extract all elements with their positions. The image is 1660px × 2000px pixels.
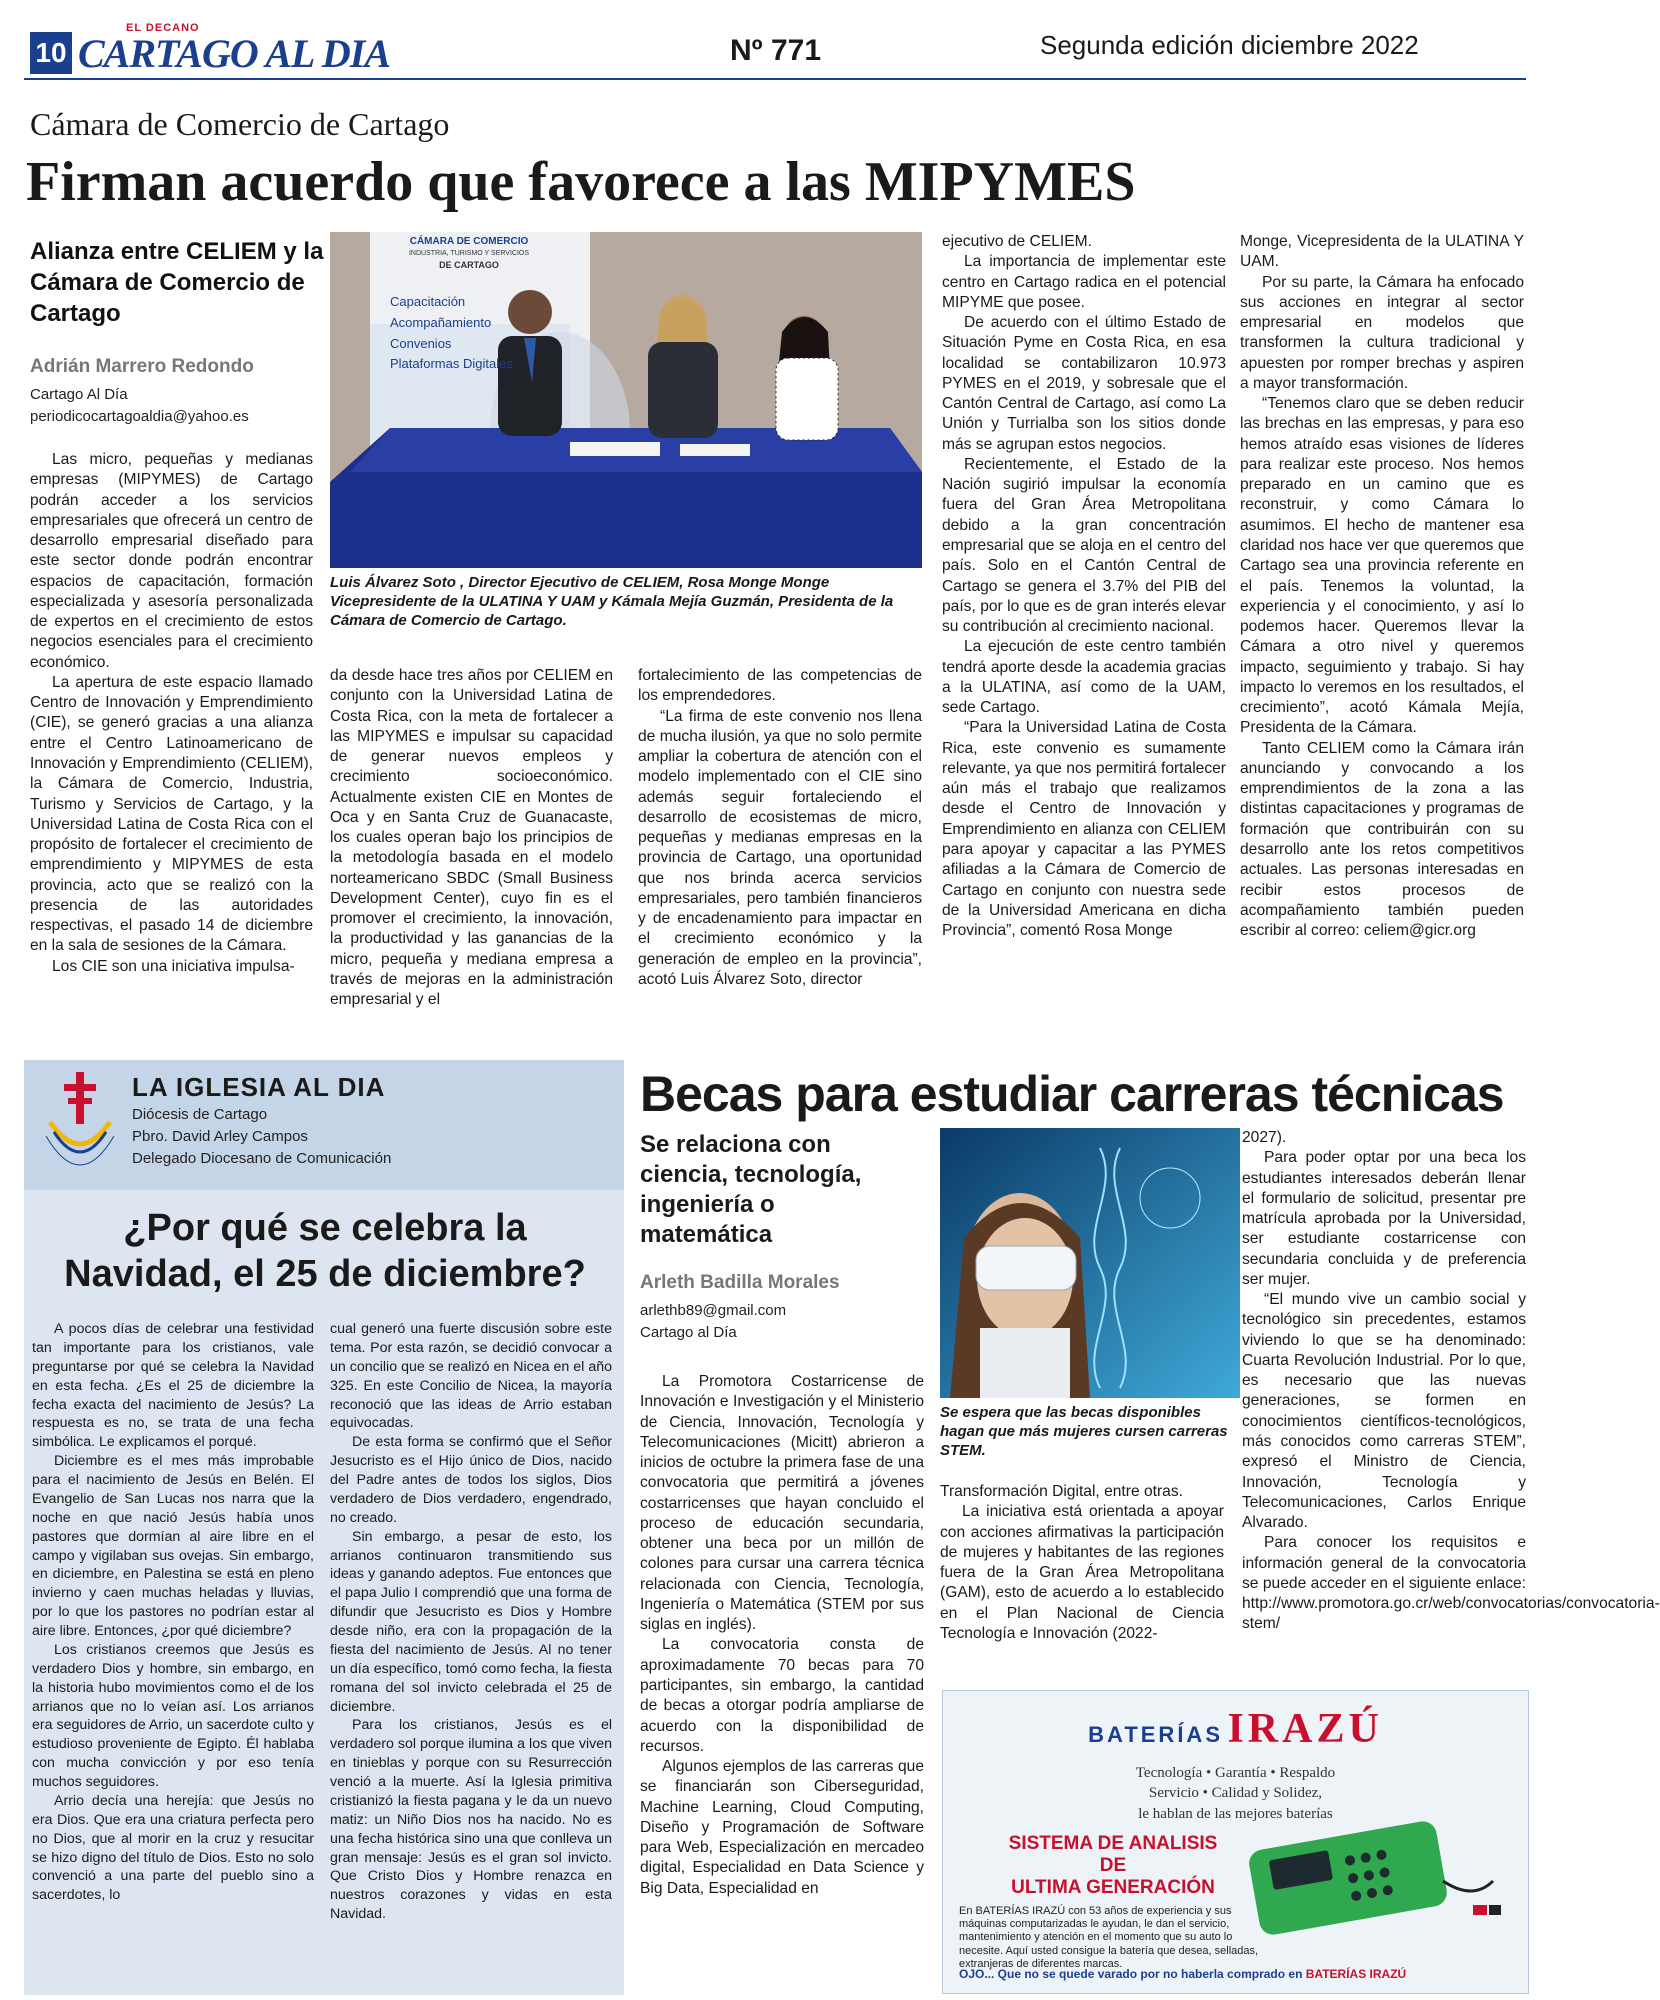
church-section-title: LA IGLESIA AL DIA (132, 1072, 386, 1102)
vr-photo (940, 1128, 1240, 1398)
article-col-4: ejecutivo de CELIEM. La importancia de implementar este centro en Cartago radica en el potencial MIPYME que posee. De acuerdo con el último Estado de Situación Pyme en Costa Rica, en esa localidad se contabilizaron 10.973 PYMES en el 2019, y sobresale que el Cantón Central de Cartago, así como La Unión y Turrialba son los sitios donde más se agrupan estos negocios. Recientemente, el Estado de la Nación sugirió impulsar la economía fuera del Gran Área Metropolitana debido a la gran concentración empresarial que se aloja en el centro del país. Solo en el Cantón Central de Cartago se genera el 3.7% del PIB del país, por lo que es de gran interés elevar su contribución al crecimiento nacional. La ejecución de este centro también tendrá aporte desde la academia gracias a la ULATINA, así como de la UAM, sede Cartago. “Para la Universidad Latina de Costa Rica, este convenio es sumamente relevante, ya que nos permitirá fortalecer aún más el trabajo que realizamos desde el Centro de Innovación y Emprendimiento en alianza con CELIEM para apoyar y capacitar a las PYMES afiliadas a la Cámara de Comercio de Cartago en conjunto con nuestra sede de la Universidad Americana en dicha Provincia”, comentó Rosa Monge (942, 233, 1226, 940)
banner-place: DE CARTAGO (439, 260, 499, 270)
logo-tagline: EL DECANO (126, 22, 200, 34)
page-number: 10 (30, 32, 72, 74)
church-headline: ¿Por qué se celebra la Navidad, el 25 de diciembre? (64, 1207, 586, 1295)
article-col-5: Monge, Vicepresidenta de la ULATINA Y UAM. Por su parte, la Cámara ha enfocado sus acciones en integrar al sector empresarial en modelos que transformen la cultura tradicional y apuesten por romper brechas y aspiren a mayor transformación. “Tenemos claro que se deben reducir las brechas en las empresas, y para eso hemos atraído esas visiones de líderes para realizar este proceso. Nos hemos preparado en un camino que es reconstruir, y como Cámara lo asumimos. El hecho de mantener esa claridad nos hace ver que queremos que Cartago sea una provincia referente en el país. Tenemos la voluntad, la experiencia y el conocimiento, y así lo podemos hacer. Queremos llevar la Cámara a otro nivel y queremos impacto, seguimiento y trabajo. Si hay impacto lo veremos en los resultados, el crecimiento”, acotó Kámala Mejía, Presidenta de la Cámara. Tanto CELIEM como la Cámara irán anunciando y convocando a los emprendimientos de la zona a las distintas capacitaciones y programas de formación que contribuirán con su desarrollo ante los retos competitivos actuales. Las personas interesadas en recibir estos procesos de acompañamiento también pueden escribir al correo: celiem@gicr.org (1240, 233, 1524, 940)
ad-brand: BATERÍAS IRAZÚ (1088, 1706, 1383, 1752)
becas-author: Arleth Badilla Morales (640, 1272, 840, 1293)
vr-photo-caption: Se espera que las becas disponibles hagan que más mujeres cursen carreras STEM. (940, 1404, 1228, 1459)
diocese-seal (40, 1066, 120, 1182)
battery-analyzer-image (1243, 1821, 1503, 1931)
article-col-3: fortalecimiento de las competencias de los emprendedores. “La firma de este convenio nos llena de mucha ilusión, ya que no solo permite ampliar la cobertura de atención con el modelo implementado con el CIE sino además seguir fortaleciendo el desarrollo de ecosistemas de micro, pequeñas y medianas empresas en la provincia de Cartago, una oportunidad que nos brinda acerca servicios empresariales, pero también financieros y de encadenamiento para impactar en el crecimiento económico y la generación de empleo en la provincia”, acotó Luis Álvarez Soto, director (638, 667, 922, 988)
article-headline: Firman acuerdo que favorece a las MIPYMES (26, 151, 1136, 213)
becas-headline: Becas para estudiar carreras técnicas (640, 1066, 1504, 1122)
church-col-1: A pocos días de celebrar una festividad tan importante para los cristianos, vale preguntarse por qué se celebra la Navidad en esta fecha. ¿Es el 25 de diciembre la fecha exacta del nacimiento de Jesús? La respuesta es no, se trata de una fecha simbólica. Le explicamos el porqué. Diciembre es el mes más improbable para el nacimiento de Jesús en Belén. El Evangelio de San Lucas nos narra que la noche en que nació Jesús había unos pastores que dormían al aire libre en el campo y vigilaban sus ovejas. Sin embargo, en diciembre, en Palestina se está en pleno invierno y caen muchas heladas y lluvias, por lo que los pastores no podrían estar al aire libre. Entonces, ¿por qué diciembre? Los cristianos creemos que Jesús es verdadero Dios y hombre, sin embargo, en la historia hubo movimientos como el de los arrianos que no lo veían así. Los arrianos era seguidores de Arrio, un sacerdote culto y estudioso proveniente de Egipto. Él hablaba con mucha convicción y por eso tenía muchos seguidores. Arrio decía una herejía: que Jesús no era Dios. Que era una criatura perfecta pero no Dios, que al morir en la cruz y resucitar se hizo digno del título de Dios. Esto no solo convenció a una parte del pueblo sino a sacerdotes, lo (32, 1321, 314, 1904)
baterias-irazu-ad[interactable] (942, 1690, 1529, 1994)
becas-col-3: 2027). Para poder optar por una beca los estudiantes interesados deberán llenar el formulario de solicitud, presentar pre matrícula aprobada por la Universidad, ser estudiante costarricense con secundaria concluida y de preferencia ser mujer. “El mundo vive un cambio social y tecnológico sin precedentes, estamos viviendo lo que se ha denominado: Cuarta Revolución Industrial. Por lo que, es necesario que las nuevas generaciones, se formen en conocimientos científicos-tecnológicos, más conocidos como carreras STEM”, expresó el Ministro de Ciencia, Innovación, Tecnología y Telecomunicaciones, Carlos Enrique Alvarado. Para conocer los requisitos e información general de la convocatoria se puede acceder en el siguiente enlace: http://www.promotora.go.cr/web/convocatorias/convocatoria-stem/ (1242, 1129, 1660, 1633)
church-col-2: cual generó una fuerte discusión sobre este tema. Por esta razón, se decidió convocar a un concilio que se realizó en Nicea en el año 325. En este Concilio de Nicea, la mayoría reconoció que las ideas de Arrio estaban equivocadas. De esta forma se confirmó que el Señor Jesucristo es el Hijo único de Dios, nacido del Padre antes de todos los siglos, Dios verdadero de Dios verdadero, engendrado, no creado. Sin embargo, a pesar de esto, los arrianos continuaron transmitiendo sus ideas y ganando adeptos. Fue entonces que el papa Julio I comprendió que una forma de difundir que Jesucristo es Dios y Hombre desde niño, era con la propagación de la fiesta del nacimiento de Jesús. Al no tener un día específico, tomó como fecha, la fiesta romana del sol invicto celebrada el 25 de diciembre. Para los cristianos, Jesús es el verdadero sol porque ilumina a los que viven en tinieblas y porque con su Resurrección venció a la muerte. Así la Iglesia primitiva cristianizó la fiesta pagana y le da un nuevo matiz: un Niño Dios nos ha nacido. No es una fecha histórica sino una que conlleva un gran mensaje: Jesús es el gran sol invicto. Que Cristo Dios y Hombre renazca en nuestros corazones y vidas en esta Navidad. (330, 1321, 612, 1923)
article-outlet: Cartago Al Día (30, 386, 128, 403)
ad-taglines: Tecnología • Garantía • Respaldo Servicio • Calidad y Solidez, le hablan de las mejores baterías (1135, 1765, 1336, 1822)
article-email: periodicocartagoaldia@yahoo.es (30, 408, 249, 425)
church-diocese: Diócesis de Cartago (132, 1106, 268, 1123)
becas-email: arlethb89@gmail.com (640, 1302, 787, 1319)
becas-col-2: Transformación Digital, entre otras. La iniciativa está orientada a apoyar con acciones afirmativas la participación de mujeres y habitantes de las regiones fuera de la Gran Área Metropolitana (GAM), esto de acuerdo a lo establecido en el Plan Nacional de Ciencia Tecnología e Innovación (2022- (940, 1483, 1224, 1642)
newspaper-logo (74, 22, 390, 78)
article-col-2: da desde hace tres años por CELIEM en conjunto con la Universidad Latina de Costa Rica, con la meta de fortalecer a las MIPYMES e impulsar su capacidad de generar nuevos empleos y crecimiento socioeconómico. Actualmente existen CIE en Montes de Oca y en Santa Cruz de Guanacaste, los cuales operan bajo los principios de la metodología basada en el modelo norteamericano SBDC (Small Business Development Center), cuyo fin es el promover el crecimiento, la innovación, la productividad y las ganancias de la micro, pequeña y mediana empresa a través de mejoras en la administración empresarial y el (330, 667, 613, 1009)
edition-date: Segunda edición diciembre 2022 (1040, 30, 1419, 60)
church-priest: Pbro. David Arley Campos (132, 1128, 308, 1145)
article-subhead: Alianza entre CELIEM y la Cámara de Comercio de Cartago (30, 238, 324, 328)
church-role: Delegado Diocesano de Comunicación (132, 1150, 392, 1167)
signing-photo (330, 232, 922, 568)
becas-subhead: Se relaciona con ciencia, tecnología, ingeniería o matemática (640, 1131, 862, 1248)
issue-number: Nº 771 (730, 34, 822, 67)
ad-banner: SISTEMA DE ANALISIS DE ULTIMA GENERACIÓN (1008, 1833, 1218, 1898)
banner-services: Capacitación Acompañamiento Convenios Plataformas Digitales (390, 294, 513, 372)
becas-outlet: Cartago al Día (640, 1324, 737, 1341)
photo-caption: Luis Álvarez Soto , Director Ejecutivo de CELIEM, Rosa Monge Monge Vicepresidente de la ULATINA Y UAM y Kámala Mejía Guzmán, Presidenta de la Cámara de Comercio de Cartago. (330, 574, 894, 629)
banner-subtitle: INDUSTRIA, TURISMO Y SERVICIOS (408, 250, 530, 257)
header-rule (24, 78, 1526, 80)
article-kicker: Cámara de Comercio de Cartago (30, 106, 450, 142)
ad-body: En BATERÍAS IRAZÚ con 53 años de experiencia y sus máquinas computarizadas le ayudan, le dan el servicio, mantenimiento y atención en el momento que su auto lo necesite. Aquí usted consigue la batería que desea, selladas, extranjeras de diferentes marcas. (959, 1905, 1259, 1970)
banner-title: CÁMARA DE COMERCIO (409, 236, 529, 247)
logo-name: CARTAGO AL DIA (78, 31, 390, 76)
article-col-1: Las micro, pequeñas y medianas empresas (MIPYMES) de Cartago podrán acceder a los servicios empresariales que ofrecerá un centro de desarrollo empresarial diseñado para este sector donde podrán encontrar espacios de capacitación, formación especializada y asesoría personalizada de expertos en el crecimiento de estos negocios esenciales para el crecimiento económico. La apertura de este espacio llamado Centro de Innovación y Emprendimiento (CIE), se generó gracias a una alianza entre el Centro Latinoamericano de Innovación y Emprendimiento (CELIEM), la Cámara de Comercio, Industria, Turismo y Servicios de Cartago, y la Universidad Latina de Costa Rica con el propósito de fortalecer el crecimiento de emprendimiento y MIPYMES de esta provincia, acto que se realizó con la presencia de las autoridades respectivas, el pasado 14 de diciembre en la sala de sesiones de la Cámara. Los CIE son una iniciativa impulsa- (30, 451, 313, 975)
article-author: Adrián Marrero Redondo (30, 356, 254, 377)
ad-footer: OJO... Que no se quede varado por no haberla comprado en BATERÍAS IRAZÚ (959, 1967, 1407, 1981)
becas-col-1: La Promotora Costarricense de Innovación e Investigación y el Ministerio de Ciencia, Innovación, Tecnología y Telecomunicaciones (Micitt) abrieron a inicios de octubre la primera fase de una convocatoria que permitirá a jóvenes costarricenses que hayan concluido el proceso de educación secundaria, obtener una beca por un millón de colones para cursar una carrera técnica relacionada con Ciencia, Tecnología, Ingeniería o Matemática (STEM por sus siglas en inglés). La convocatoria consta de aproximadamente 70 becas para 70 participantes, sin embargo, la cantidad de becas a otorgar podría ampliarse de acuerdo con la disponibilidad de recursos. Algunos ejemplos de las carreras que se financiarán son Ciberseguridad, Machine Learning, Cloud Computing, Diseño y Programación de Software para Web, Especialización en mercadeo digital, Especialidad en Data Science y Big Data, Especialidad en (640, 1373, 924, 1897)
